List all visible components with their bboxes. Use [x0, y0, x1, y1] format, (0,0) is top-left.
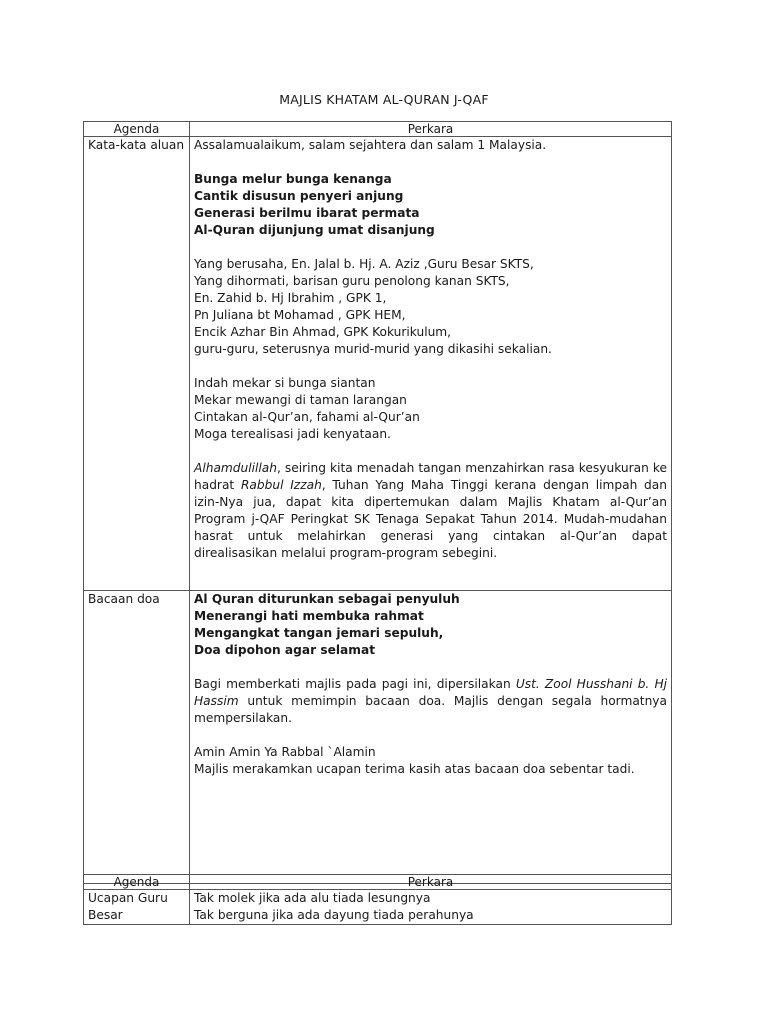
pantun-line: Moga terealisasi jadi kenyataan. — [194, 427, 391, 441]
pantun-line: Menerangi hati membuka rahmat — [194, 609, 424, 623]
italic-name: Ust. Zool Husshani b. Hj Hassim — [194, 677, 667, 708]
address-line: Encik Azhar Bin Ahmad, GPK Kokurikulum, — [194, 325, 452, 339]
agenda-table-2 — [83, 874, 672, 925]
address-line: Yang dihormati, barisan guru penolong kanan SKTS, — [194, 274, 510, 288]
pantun-line: Al-Quran dijunjung umat disanjung — [194, 223, 435, 237]
table-row-kata-kata-aluan — [84, 137, 672, 591]
pantun-line: Generasi berilmu ibarat permata — [194, 206, 420, 220]
pantun-line: Indah mekar si bunga siantan — [194, 376, 376, 390]
italic-term: Alhamdulillah — [194, 461, 277, 475]
closing-line: Amin Amin Ya Rabbal `Alamin — [194, 745, 376, 759]
agenda-cell: Bacaan doa — [84, 591, 190, 884]
pantun-line: Doa dipohon agar selamat — [194, 643, 376, 657]
alhamdulillah-paragraph — [194, 460, 667, 562]
pantun-line: Mekar mewangi di taman larangan — [194, 393, 407, 407]
closing-line: Majlis merakamkan ucapan terima kasih atas bacaan doa sebentar tadi. — [194, 762, 635, 776]
pantun-line: Tak molek jika ada alu tiada lesungnya — [194, 891, 431, 905]
agenda-table-1 — [83, 121, 672, 884]
italic-term: Rabbul Izzah — [240, 478, 322, 492]
table-row-bacaan-doa — [84, 591, 672, 884]
address-line: guru-guru, seterusnya murid-murid yang dikasihi sekalian. — [194, 342, 552, 356]
header-agenda: Agenda — [84, 875, 190, 890]
address-line: En. Zahid b. Hj Ibrahim , GPK 1, — [194, 291, 387, 305]
agenda-cell: Kata-kata aluan — [84, 137, 190, 591]
page-title: MAJLIS KHATAM AL-QURAN J-QAF — [279, 92, 489, 107]
perkara-cell — [190, 137, 672, 591]
paragraph-text: , seiring kita menadah tangan menzahirkan rasa kesyukuran ke hadrat — [194, 461, 667, 492]
perkara-cell — [190, 890, 672, 925]
greeting-text: Assalamualaikum, salam sejahtera dan salam 1 Malaysia. — [194, 138, 547, 152]
perkara-cell — [190, 591, 672, 884]
table-header-row — [84, 875, 672, 890]
pantun-line: Bunga melur bunga kenanga — [194, 172, 392, 186]
header-perkara: Perkara — [190, 122, 672, 137]
address-line: Yang berusaha, En. Jalal b. Hj. A. Aziz ,Guru Besar SKTS, — [194, 257, 534, 271]
header-perkara: Perkara — [190, 875, 672, 890]
invitation-paragraph — [194, 676, 667, 727]
pantun-line: Mengangkat tangan jemari sepuluh, — [194, 626, 444, 640]
paragraph-text: Bagi memberkati majlis pada pagi ini, dipersilakan — [194, 677, 516, 691]
table-row-ucapan-guru-besar — [84, 890, 672, 925]
pantun-line: Cintakan al-Qur’an, fahami al-Qur’an — [194, 410, 420, 424]
pantun-line: Tak berguna jika ada dayung tiada perahunya — [194, 908, 474, 922]
header-agenda: Agenda — [84, 122, 190, 137]
address-line: Pn Juliana bt Mohamad , GPK HEM, — [194, 308, 406, 322]
table-header-row — [84, 122, 672, 137]
pantun-line: Cantik disusun penyeri anjung — [194, 189, 404, 203]
pantun-line: Al Quran diturunkan sebagai penyuluh — [194, 592, 460, 606]
paragraph-text: , Tuhan Yang Maha Tinggi kerana dengan limpah dan izin-Nya jua, dapat kita dipertemukan dalam Majlis Khatam al-Qur’an Program j-QAF Peringkat SK Tenaga Sepakat Tahun 2014. Mudah-mudahan hasrat untuk melahirkan generasi yang cintakan al-Qur’an dapat direalisasikan melalui program-program sebegini. — [194, 478, 667, 560]
agenda-cell: Ucapan Guru Besar — [84, 890, 190, 925]
paragraph-text: untuk memimpin bacaan doa. Majlis dengan segala hormatnya mempersilakan. — [194, 694, 667, 725]
